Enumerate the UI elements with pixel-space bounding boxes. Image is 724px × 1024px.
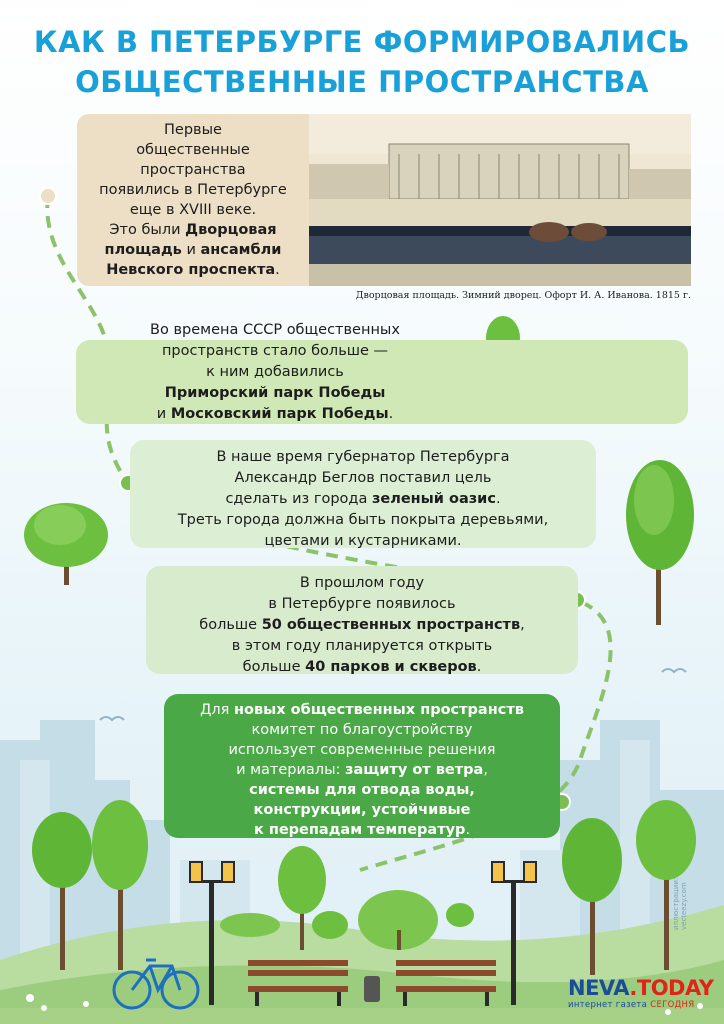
text-fragment: больше — [199, 617, 262, 633]
text-line: В наше время губернатор Петербурга — [216, 449, 510, 465]
text-line: пространств стало больше — — [161, 343, 389, 359]
logo-wordmark — [568, 976, 714, 1000]
text-line: комитет по благоустройству — [251, 722, 473, 738]
highlight-nevsky: Невского проспекта — [106, 262, 276, 278]
card-text-statistics — [146, 573, 578, 678]
highlight-square: площадь — [104, 242, 182, 258]
card-text-ussr — [110, 320, 440, 425]
text-line: еще в XVIII веке. — [129, 202, 257, 218]
text-line: к ним добавились — [206, 364, 344, 380]
text-line: В прошлом году — [299, 575, 425, 591]
card-text-governor — [130, 447, 596, 552]
tree-right-mid — [626, 460, 694, 625]
highlight-new-spaces: новых общественных пространств — [234, 702, 524, 718]
text-line — [110, 383, 440, 404]
logo-neva: NEVA — [568, 976, 630, 1000]
highlight-drainage: системы для отвода воды, — [249, 782, 475, 798]
text-fragment: больше — [242, 659, 306, 675]
logo-sub-2: СЕГОДНЯ — [650, 1000, 695, 1010]
text-line — [164, 760, 560, 780]
text-fragment: , — [520, 617, 525, 633]
text-line — [83, 240, 303, 260]
text-line: Первые — [164, 122, 222, 138]
text-line: в этом году планируется открыть — [231, 638, 493, 654]
highlight-40-parks: 40 парков и скверов — [305, 659, 477, 675]
illustration-credit: иллюстрации: vecteezy.com — [672, 877, 688, 930]
text-line — [83, 260, 303, 280]
card-text-xviii — [77, 120, 309, 280]
text-fragment: , — [483, 762, 488, 778]
text-fragment: сделать из города — [225, 491, 372, 507]
text-line — [110, 404, 440, 425]
text-fragment: и — [156, 406, 171, 422]
text-fragment: . — [388, 406, 394, 422]
logo-today: .TODAY — [629, 976, 714, 1000]
text-fragment: Для — [200, 702, 235, 718]
text-fragment: . — [476, 659, 482, 675]
text-fragment: и материалы: — [236, 762, 346, 778]
text-line — [164, 800, 560, 820]
text-fragment: . — [275, 262, 280, 278]
title-line-1: КАК В ПЕТЕРБУРГЕ ФОРМИРОВАЛИСЬ — [33, 25, 691, 59]
etching-caption: Дворцовая площадь. Зимний дворец. Офорт И. А. Иванова. 1815 г. — [355, 290, 691, 301]
text-line — [164, 780, 560, 800]
text-line — [164, 700, 560, 720]
text-line: Треть города должна быть покрыта деревьями, — [177, 512, 549, 528]
card-text-new-solutions — [164, 700, 560, 840]
text-line: использует современные решения — [228, 742, 496, 758]
text-fragment: . — [495, 491, 501, 507]
text-fragment: и — [181, 242, 201, 258]
text-line: пространства — [140, 162, 246, 178]
highlight-moskovsky-park: Московский парк Победы — [170, 406, 389, 422]
text-line — [83, 220, 303, 240]
highlight-wind-protection: защиту от ветра — [345, 762, 484, 778]
text-line: в Петербурге появилось — [268, 596, 456, 612]
highlight-palace-square: Дворцовая — [185, 222, 277, 238]
logo-sub-1: интернет газета — [568, 1000, 648, 1010]
title-line-2: ОБЩЕСТВЕННЫЕ ПРОСТРАНСТВА — [75, 65, 649, 99]
text-line: появились в Петербурге — [99, 182, 287, 198]
text-fragment: . — [465, 822, 471, 838]
text-line — [164, 820, 560, 840]
text-fragment: Это были — [109, 222, 186, 238]
text-line: Во времена СССР общественных — [150, 322, 400, 338]
highlight-structures: конструкции, устойчивые — [253, 802, 471, 818]
logo-tagline — [568, 1000, 714, 1011]
text-line: Александр Беглов поставил цель — [234, 470, 492, 486]
palace-square-etching — [309, 114, 691, 286]
text-line — [146, 657, 578, 678]
highlight-50-spaces: 50 общественных пространств — [261, 617, 521, 633]
neva-today-logo[interactable] — [568, 976, 714, 1016]
highlight-ensembles: ансамбли — [200, 242, 282, 258]
tree-left-mid — [24, 503, 108, 585]
highlight-temperature: к перепадам температур — [253, 822, 466, 838]
text-line: общественные — [136, 142, 250, 158]
text-line — [146, 615, 578, 636]
text-line — [130, 489, 596, 510]
text-line: цветами и кустарниками. — [264, 533, 462, 549]
highlight-green-oasis: зеленый оазис — [371, 491, 496, 507]
highlight-primorsky-park: Приморский парк Победы — [164, 385, 386, 401]
trash-bin — [364, 976, 380, 1002]
